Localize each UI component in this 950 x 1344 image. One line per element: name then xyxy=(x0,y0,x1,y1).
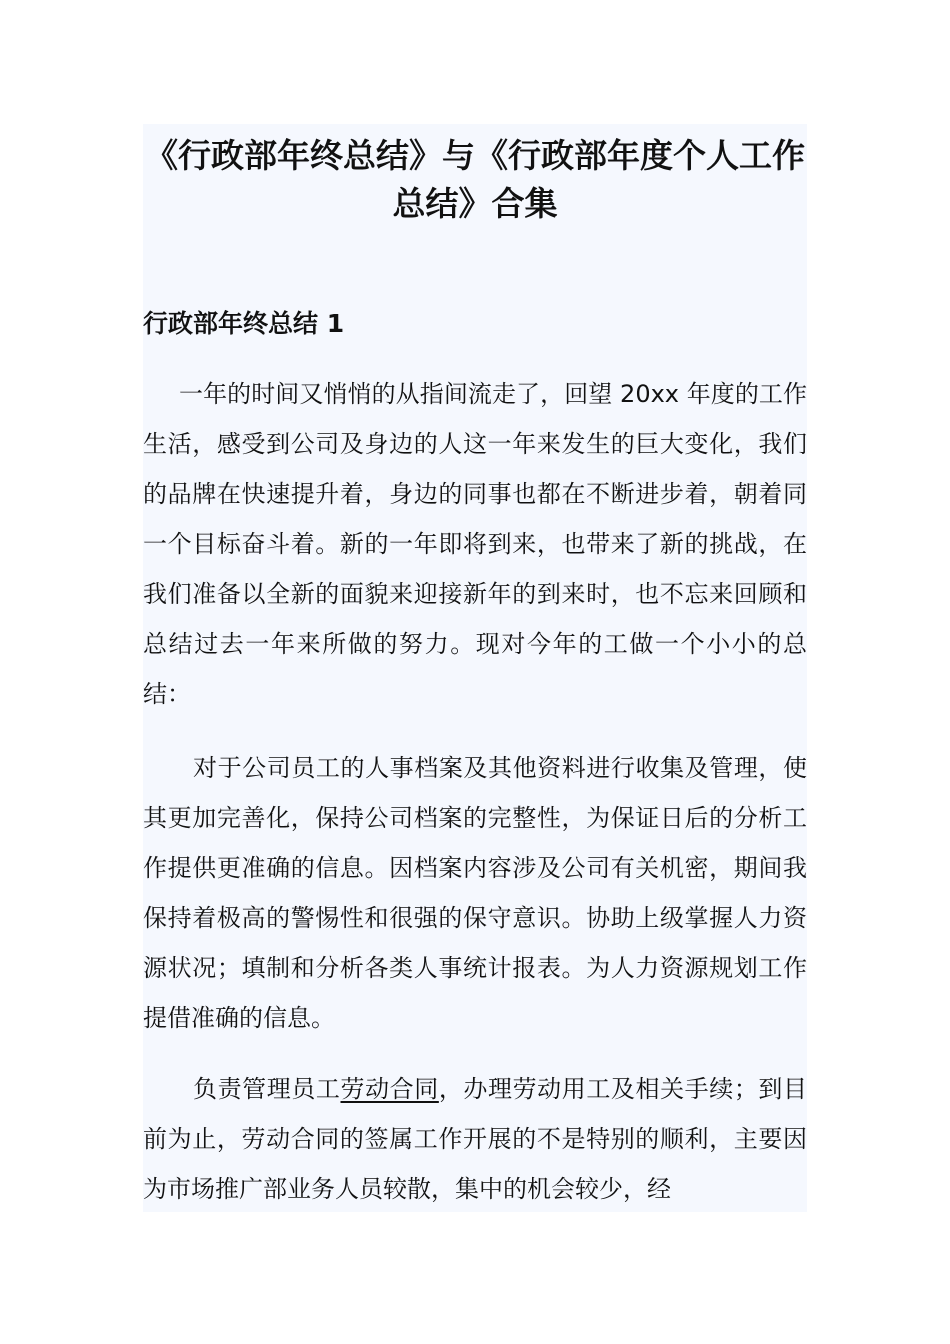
paragraph-3-text-after: ，办理劳动用工及相关手续；到目前为止，劳动合同的签属工作开展的不是特别的顺利，主要因为市场推广部业务人员较散，集中的机会较少，经 xyxy=(143,1075,807,1203)
paragraph-3 xyxy=(143,1064,807,1212)
paragraph-3-text-before: 负责管理员工 xyxy=(193,1075,341,1103)
paragraph-2: 对于公司员工的人事档案及其他资料进行收集及管理，使其更加完善化，保持公司档案的完整性，为保证日后的分析工作提供更准确的信息。因档案内容涉及公司有关机密，期间我保持着极高的警惕性和很强的保守意识。协助上级掌握人力资源状况；填制和分析各类人事统计报表。为人力资源规划工作提借准确的信息。 xyxy=(143,754,807,1032)
document-page xyxy=(143,124,807,1212)
section-heading: 行政部年终总结 1 xyxy=(143,309,345,338)
document-title: 《行政部年终总结》与《行政部年度个人工作总结》合集 xyxy=(145,136,805,223)
labor-contract-link[interactable]: 劳动合同 xyxy=(340,1075,439,1103)
paragraph-1: 一年的时间又悄悄的从指间流走了，回望 20xx 年度的工作生活，感受到公司及身边的人这一年来发生的巨大变化，我们的品牌在快速提升着，身边的同事也都在不断进步着，朝着同一个目标奋斗着。新的一年即将到来，也带来了新的挑战，在我们准备以全新的面貌来迎接新年的到来时，也不忘来回顾和总结过去一年来所做的努力。现对今年的工做一个小小的总结： xyxy=(143,380,807,708)
